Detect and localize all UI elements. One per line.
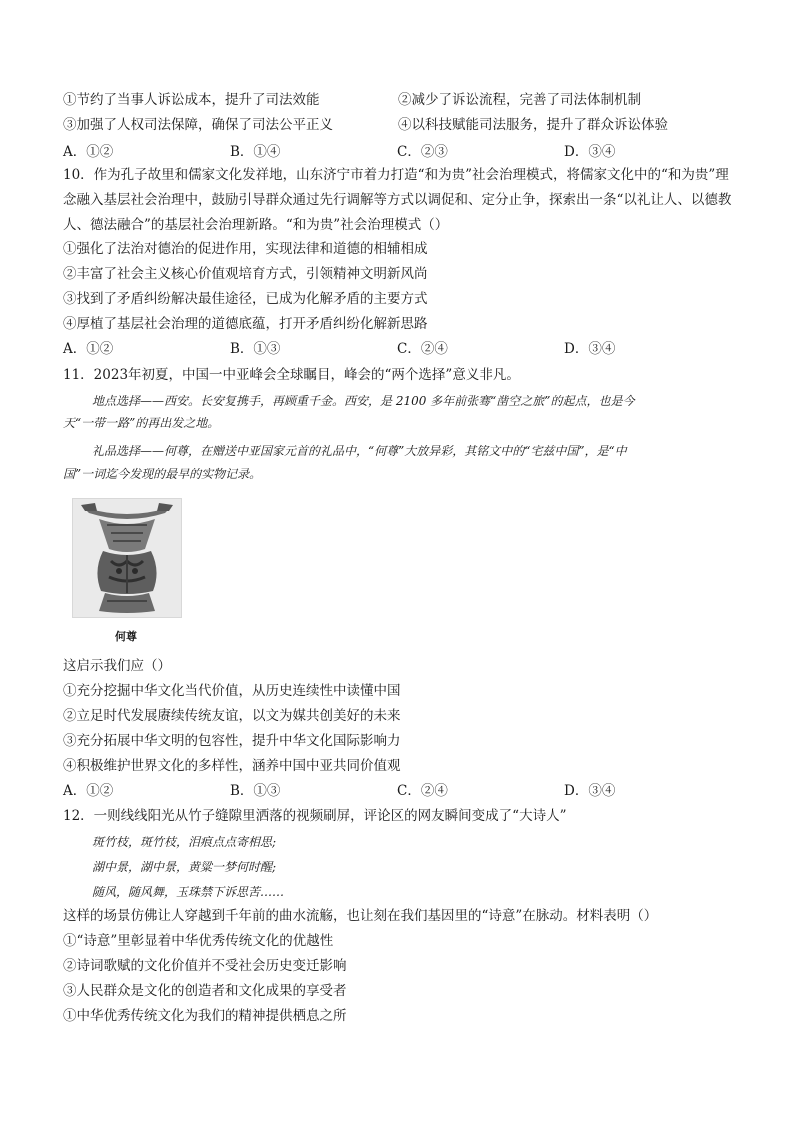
q9-option-1: ①节约了当事人诉讼成本，提升了司法效能 <box>63 92 320 108</box>
q9-choice-d: D．③④ <box>564 144 616 160</box>
q11-quote-location-1: 地点选择——西安。长安复携手，再顾重千金。西安，是 2100 多年前张骞“凿空之旅”的起点，也是今 <box>92 394 635 408</box>
q11-choice-d: D．③④ <box>564 783 616 799</box>
q12-poem-line-2: 湖中景，湖中景，黄粱一梦何时醒; <box>92 860 277 874</box>
q10-stem: 10．作为孔子故里和儒家文化发祥地，山东济宁市着力打造“和为贵”社会治理模式，将儒家文化中的“和为贵”理念融入基层社会治理中，鼓励引导群众通过先行调解等方式以调促和、定分止争，探索出一条“以礼让人、以德教人、德法融合”的基层社会治理新路。“和为贵”社会治理模式（） <box>63 167 732 233</box>
q9-option-4: ④以科技赋能司法服务，提升了群众诉讼体验 <box>398 117 668 133</box>
q12-option-3: ③人民群众是文化的创造者和文化成果的享受者 <box>63 983 347 999</box>
q10-choice-a: A．①② <box>63 341 114 357</box>
figure-caption: 何尊 <box>115 630 137 643</box>
q10-choice-b: B．①③ <box>230 341 281 357</box>
q9-choice-a: A．①② <box>63 144 114 160</box>
q11-question: 这启示我们应（） <box>63 658 171 674</box>
bronze-vessel-icon <box>73 499 181 617</box>
q11-option-1: ①充分挖掘中华文化当代价值，从历史连续性中读懂中国 <box>63 683 401 699</box>
q10-choice-d: D．③④ <box>564 341 616 357</box>
q12-option-1: ①“诗意”里彰显着中华优秀传统文化的优越性 <box>63 933 334 949</box>
q12-option-2: ②诗词歌赋的文化价值并不受社会历史变迁影响 <box>63 958 347 974</box>
q9-option-2: ②减少了诉讼流程，完善了司法体制机制 <box>398 92 641 108</box>
q11-choice-c: C．②④ <box>397 783 448 799</box>
q10-option-3: ③找到了矛盾纠纷解决最佳途径，已成为化解矛盾的主要方式 <box>63 291 428 307</box>
q11-quote-gift-2: 国”一词迄今发现的最早的实物记录。 <box>63 467 262 481</box>
q9-choice-c: C．②③ <box>397 144 448 160</box>
q11-quote-gift-1: 礼品选择——何尊，在赠送中亚国家元首的礼品中，“何尊”大放异彩，其铭文中的“宅兹中国”，是“中 <box>92 444 627 458</box>
q10-option-2: ②丰富了社会主义核心价值观培育方式，引领精神文明新风尚 <box>63 266 428 282</box>
q9-options <box>63 88 733 138</box>
q11-option-4: ④积极维护世界文化的多样性，涵养中国中亚共同价值观 <box>63 758 401 774</box>
q10-choices <box>63 340 731 358</box>
q9-choice-b: B．①④ <box>230 144 281 160</box>
q11-option-2: ②立足时代发展赓续传统友谊，以文为媒共创美好的未来 <box>63 708 401 724</box>
q9-option-3: ③加强了人权司法保障，确保了司法公平正义 <box>63 117 333 133</box>
q11-choice-b: B．①③ <box>230 783 281 799</box>
q11-option-3: ③充分拓展中华文明的包容性，提升中华文化国际影响力 <box>63 733 401 749</box>
q12-stem: 12．一则线线阳光从竹子缝隙里洒落的视频刷屏，评论区的网友瞬间变成了“大诗人” <box>63 808 567 824</box>
q11-quote-location-2: 天“一带一路”的再出发之地。 <box>63 416 220 430</box>
q12-poem-line-3: 随风，随风舞，玉珠禁下诉思苦…… <box>92 885 285 899</box>
q11-choice-a: A．①② <box>63 783 114 799</box>
q11-choices <box>63 782 731 800</box>
q10-option-1: ①强化了法治对德治的促进作用，实现法律和道德的相辅相成 <box>63 241 428 257</box>
q12-question: 这样的场景仿佛让人穿越到千年前的曲水流觞，也让刻在我们基因里的“诗意”在脉动。材料表明（） <box>63 908 658 924</box>
q9-choices <box>63 143 731 161</box>
q11-stem: 11．2023年初夏，中国一中亚峰会全球瞩目，峰会的“两个选择”意义非凡。 <box>63 367 520 383</box>
q10-option-4: ④厚植了基层社会治理的道德底蕴，打开矛盾纠纷化解新思路 <box>63 316 428 332</box>
he-zun-bronze-image <box>72 498 182 618</box>
q12-poem-line-1: 斑竹枝，斑竹枝，泪痕点点寄相思; <box>92 835 277 849</box>
q12-option-4: ①中华优秀传统文化为我们的精神提供栖息之所 <box>63 1008 347 1024</box>
q10-choice-c: C．②④ <box>397 341 448 357</box>
